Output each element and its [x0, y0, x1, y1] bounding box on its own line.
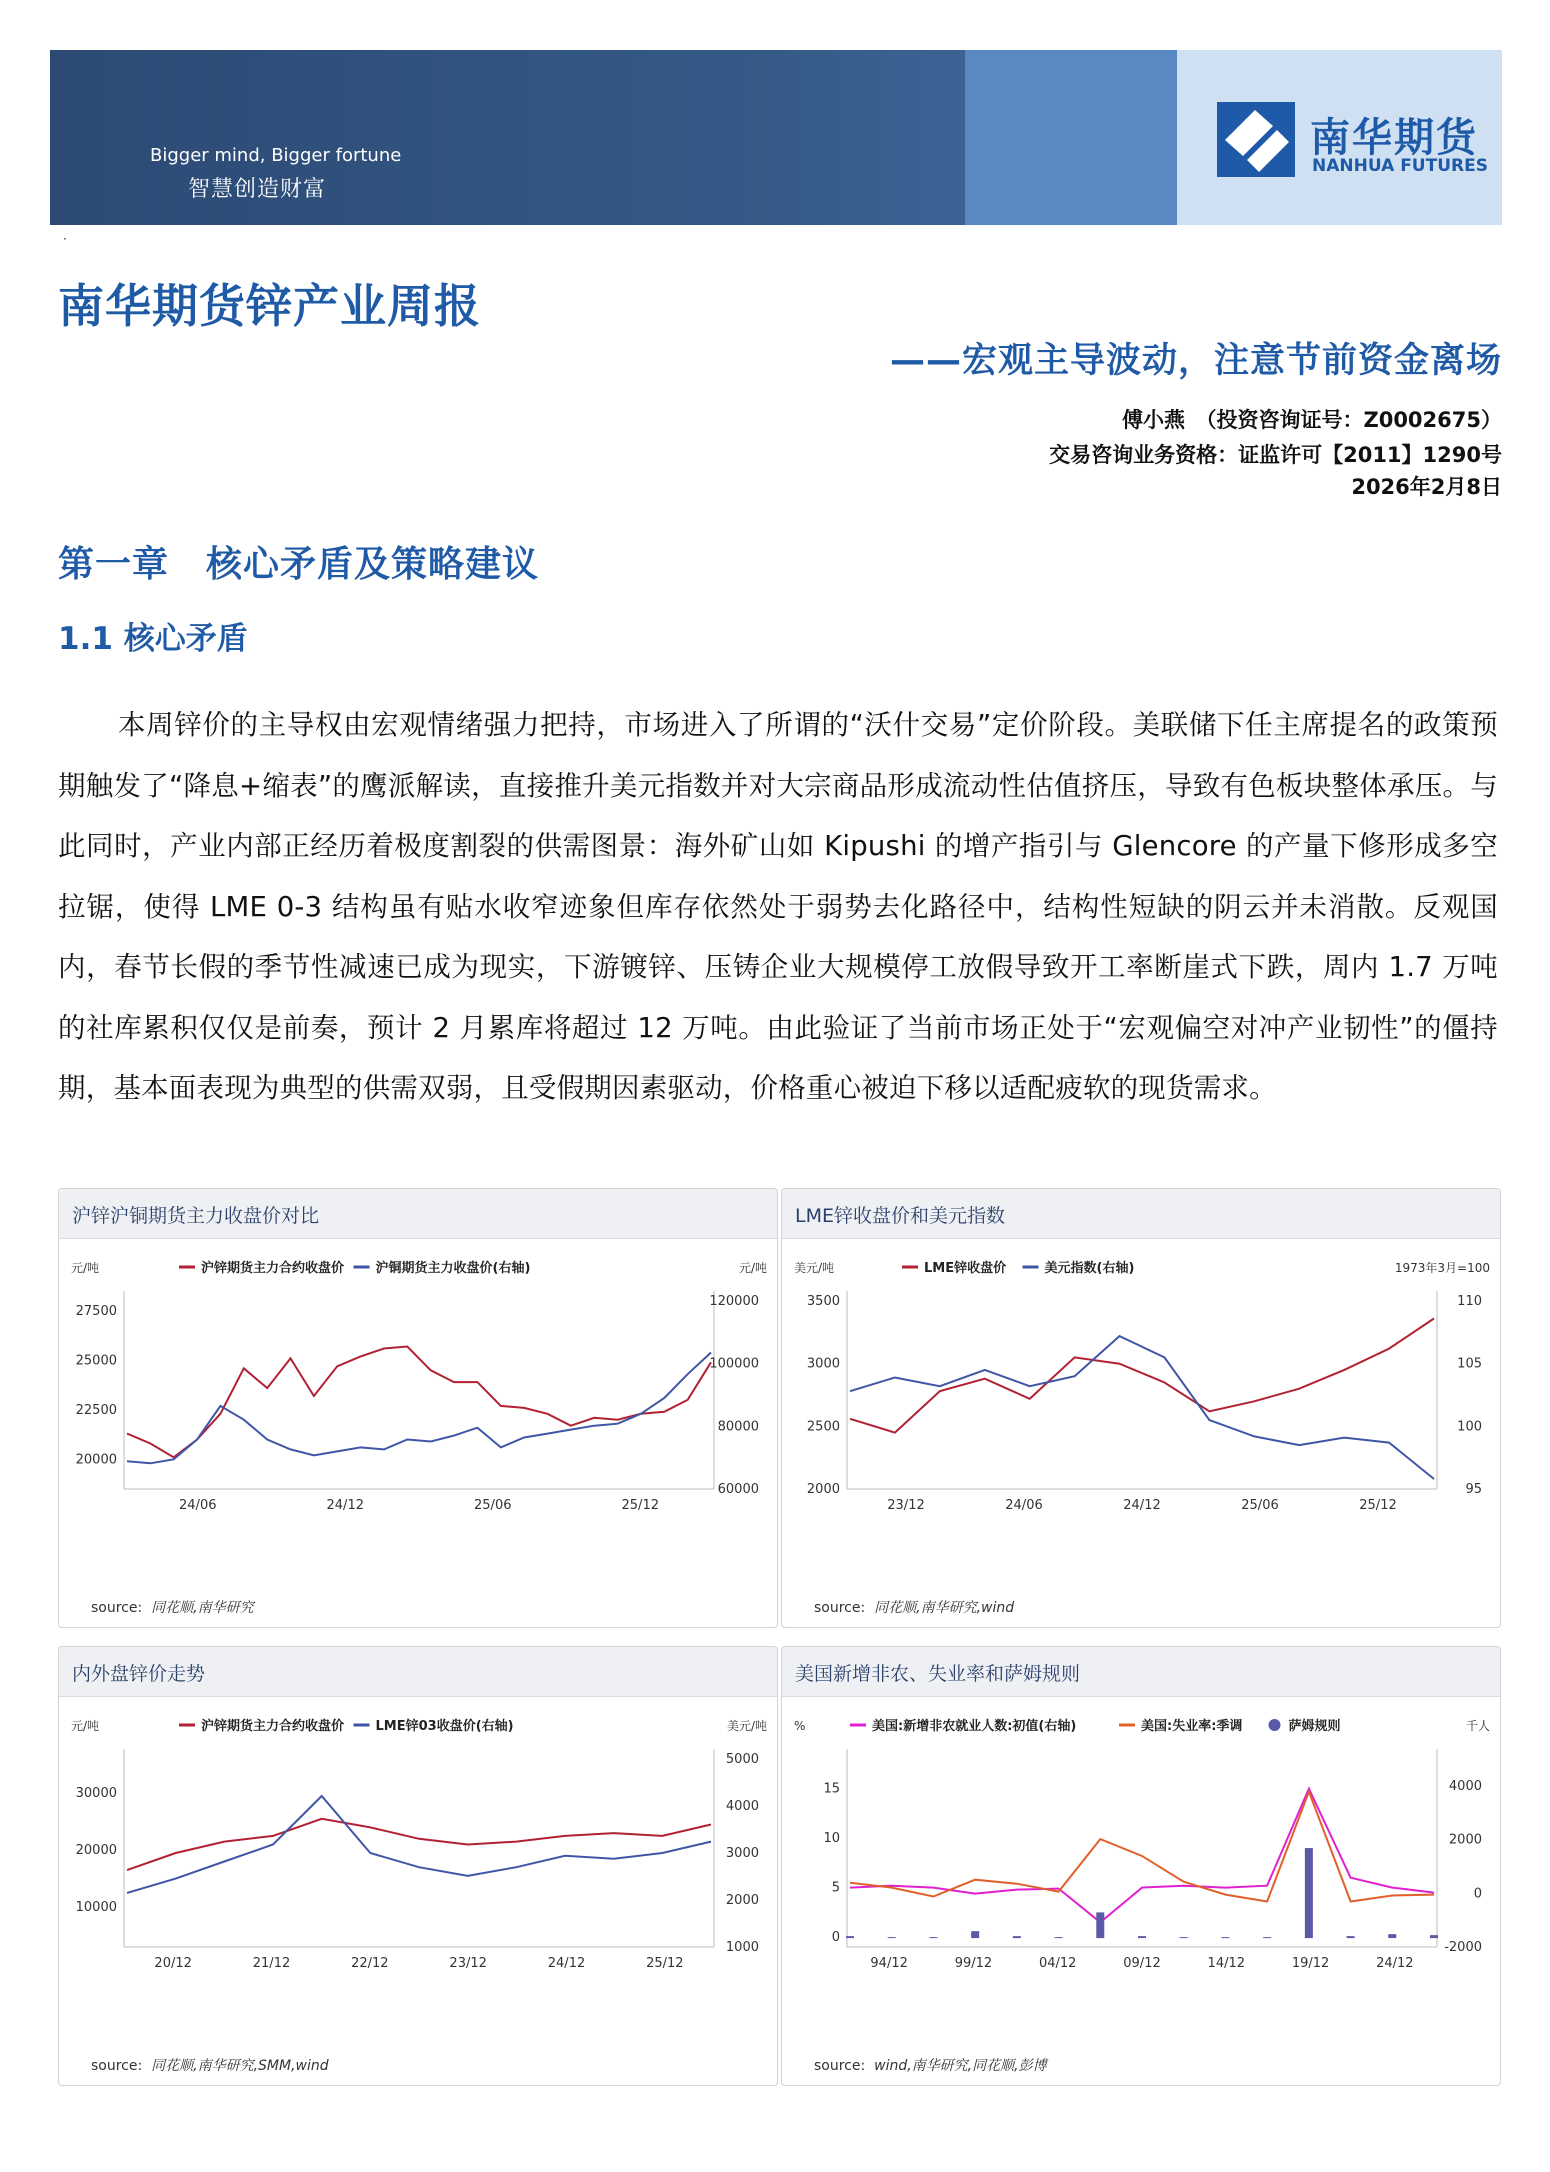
sahm-bar — [1055, 1937, 1063, 1938]
y-tick-left: 27500 — [75, 1303, 117, 1319]
chart-panel-1 — [58, 1188, 778, 1628]
tagline-en: Bigger mind, Bigger fortune — [150, 145, 402, 166]
legend-label: 沪铜期货主力收盘价(右轴) — [375, 1261, 531, 1276]
source-text: wind,南华研究,同花顺,彭博 — [874, 2058, 1047, 2074]
right-unit-label: 美元/吨 — [726, 1719, 767, 1733]
y-tick-left: 15 — [823, 1781, 840, 1797]
legend-label: 沪锌期货主力合约收盘价 — [201, 1719, 345, 1734]
y-tick-left: 20000 — [75, 1843, 117, 1859]
x-tick-label: 24/12 — [547, 1956, 586, 1971]
sahm-bar — [1138, 1936, 1146, 1938]
chart-title: 沪锌沪铜期货主力收盘价对比 — [72, 1205, 320, 1227]
y-tick-left: 10000 — [75, 1900, 117, 1916]
chart-source — [91, 1597, 254, 1617]
chart-title: 内外盘锌价走势 — [72, 1663, 206, 1685]
chart-source — [814, 1597, 1014, 1617]
y-tick-right: 80000 — [717, 1419, 759, 1435]
license-line: 交易咨询业务资格：证监许可【2011】1290号 — [1049, 443, 1502, 467]
chart-panel-3 — [58, 1646, 778, 2086]
sahm-bar — [1305, 1848, 1313, 1938]
x-tick-label: 22/12 — [351, 1956, 389, 1971]
report-date: 2026年2月8日 — [1351, 475, 1502, 499]
banner-stripe — [965, 50, 1177, 225]
tagline-cn: 智慧创造财富 — [188, 177, 327, 202]
body-paragraph: 本周锌价的主导权由宏观情绪强力把持，市场进入了所谓的“沃什交易”定价阶段。美联储下任主席提名的政策预期触发了“降息+缩表”的鹰派解读，直接推升美元指数并对大宗商品形成流动性估值挤压，导致有色板块整体承压。与此同时，产业内部正经历着极度割裂的供需图景：海外矿山如 Kipushi 的增产指引与 Glencore 的产量下修形成多空拉锯，使得 LME 0-3 结构虽有贴水收窄迹象但库存依然处于弱势去化路径中，结构性短缺的阴云并未消散。反观国内，春节长假的季节性减速已成为现实，下游镀锌、压铸企业大规模停工放假导致开工率断崖式下跌，周内 1.7 万吨的社库累积仅仅是前奏，预计 2 月累库将超过 12 万吨。由此验证了当前市场正处于“宏观偏空对冲产业韧性”的僵持期，基本面表现为典型的供需双弱，且受假期因素驱动，价格重心被迫下移以适配疲软的现货需求。 — [58, 709, 1498, 1104]
x-tick-label: 04/12 — [1038, 1956, 1077, 1971]
sahm-bar — [1388, 1934, 1396, 1938]
x-tick-label: 23/12 — [449, 1956, 487, 1971]
series-line — [850, 1319, 1434, 1433]
left-unit-label: 元/吨 — [71, 1719, 100, 1733]
left-unit-label: 美元/吨 — [794, 1261, 835, 1275]
y-tick-right: 100000 — [709, 1356, 759, 1372]
legend-label: 美元指数(右轴) — [1044, 1261, 1135, 1276]
y-tick-right: 3000 — [725, 1846, 759, 1861]
x-tick-label: 24/12 — [1376, 1956, 1414, 1971]
legend-label: 美国:失业率:季调 — [1141, 1719, 1243, 1734]
x-tick-label: 25/06 — [474, 1498, 512, 1513]
left-unit-label: 元/吨 — [71, 1261, 100, 1275]
x-tick-label: 14/12 — [1207, 1956, 1246, 1971]
chart-plot — [59, 1697, 777, 2037]
chart-source — [91, 2055, 329, 2075]
legend-label: 美国:新增非农就业人数:初值(右轴) — [872, 1719, 1077, 1734]
y-tick-left: 25000 — [75, 1353, 117, 1369]
y-tick-left: 2500 — [806, 1419, 840, 1435]
chart-plot — [59, 1239, 777, 1579]
chart-plot — [782, 1697, 1500, 2037]
report-title: 南华期货锌产业周报 — [58, 279, 481, 333]
sahm-bar — [971, 1931, 979, 1938]
x-tick-label: 20/12 — [154, 1956, 192, 1971]
left-unit-label: % — [794, 1719, 806, 1733]
sahm-bar — [1013, 1936, 1021, 1938]
source-label: source: — [91, 2058, 143, 2074]
chart-panel-2 — [781, 1188, 1501, 1628]
y-tick-left: 5 — [831, 1880, 840, 1896]
y-tick-right: -2000 — [1444, 1940, 1482, 1955]
series-line — [850, 1792, 1434, 1902]
y-tick-left: 30000 — [75, 1786, 117, 1802]
x-tick-label: 23/12 — [887, 1498, 925, 1513]
series-line — [127, 1353, 711, 1464]
legend-label: 沪锌期货主力合约收盘价 — [201, 1261, 345, 1276]
legend-label: LME锌收盘价 — [924, 1261, 1007, 1276]
author-line: 傅小燕 （投资咨询证号：Z0002675） — [1121, 408, 1502, 432]
report-subtitle: ——宏观主导波动，注意节前资金离场 — [889, 341, 1502, 381]
page-dot: · — [63, 232, 67, 246]
y-tick-right: 110 — [1457, 1294, 1482, 1309]
sahm-bar — [846, 1936, 854, 1938]
legend-swatch — [1269, 1719, 1281, 1731]
y-tick-right: 5000 — [725, 1752, 759, 1767]
chapter-heading: 第一章 核心矛盾及策略建议 — [58, 544, 540, 585]
y-tick-left: 20000 — [75, 1452, 117, 1468]
y-tick-left: 10 — [823, 1831, 840, 1847]
y-tick-left: 2000 — [806, 1482, 840, 1497]
y-tick-right: 120000 — [709, 1294, 759, 1309]
y-tick-right: 4000 — [725, 1799, 759, 1814]
chart-panel-4 — [781, 1646, 1501, 2086]
logo-text-en: NANHUA FUTURES — [1312, 156, 1488, 176]
x-tick-label: 25/06 — [1241, 1498, 1279, 1513]
source-label: source: — [814, 1600, 866, 1616]
x-tick-label: 25/12 — [646, 1956, 684, 1971]
y-tick-left: 22500 — [75, 1402, 117, 1418]
x-tick-label: 25/12 — [621, 1498, 659, 1513]
chart-plot — [782, 1239, 1500, 1579]
legend-label: LME锌03收盘价(右轴) — [375, 1719, 514, 1734]
right-unit-label: 千人 — [1465, 1719, 1490, 1733]
x-tick-label: 19/12 — [1291, 1956, 1330, 1971]
sahm-bar — [1221, 1937, 1229, 1938]
right-unit-label: 1973年3月=100 — [1394, 1261, 1490, 1275]
x-tick-label: 25/12 — [1359, 1498, 1397, 1513]
sahm-bar — [1096, 1912, 1104, 1938]
x-tick-label: 94/12 — [870, 1956, 908, 1971]
series-line — [850, 1336, 1434, 1479]
y-tick-right: 4000 — [1448, 1778, 1482, 1794]
chart-title: 美国新增非农、失业率和萨姆规则 — [795, 1663, 1081, 1685]
sahm-bar — [1430, 1935, 1438, 1938]
x-tick-label: 99/12 — [954, 1956, 993, 1971]
y-tick-right: 105 — [1457, 1356, 1482, 1372]
x-tick-label: 24/12 — [326, 1498, 364, 1513]
x-tick-label: 21/12 — [252, 1956, 291, 1971]
sahm-bar — [1263, 1937, 1271, 1938]
x-tick-label: 24/12 — [1123, 1498, 1161, 1513]
sahm-bar — [1180, 1937, 1188, 1938]
source-text: 同花顺,南华研究 — [151, 1600, 254, 1616]
source-text: 同花顺,南华研究,SMM,wind — [151, 2058, 329, 2074]
section-heading: 1.1 核心矛盾 — [58, 621, 248, 657]
y-tick-right: 2000 — [1448, 1832, 1482, 1848]
source-text: 同花顺,南华研究,wind — [874, 1600, 1015, 1616]
y-tick-right: 95 — [1465, 1482, 1482, 1497]
y-tick-left: 0 — [831, 1930, 840, 1946]
x-tick-label: 24/06 — [179, 1498, 217, 1513]
y-tick-right: 0 — [1473, 1886, 1482, 1902]
y-tick-right: 2000 — [725, 1893, 759, 1908]
sahm-bar — [929, 1937, 937, 1938]
sahm-bar — [888, 1937, 896, 1938]
series-line — [127, 1819, 711, 1870]
right-unit-label: 元/吨 — [738, 1261, 767, 1275]
x-tick-label: 09/12 — [1123, 1956, 1161, 1971]
y-tick-left: 3000 — [806, 1356, 840, 1372]
nanhua-logo-icon — [1217, 102, 1297, 177]
sahm-bar — [1347, 1936, 1355, 1938]
logo-text-cn: 南华期货 — [1310, 115, 1478, 161]
source-label: source: — [814, 2058, 866, 2074]
y-tick-right: 100 — [1457, 1419, 1482, 1435]
y-tick-left: 3500 — [806, 1294, 840, 1309]
legend-label: 萨姆规则 — [1288, 1719, 1341, 1734]
source-label: source: — [91, 1600, 143, 1616]
chart-source — [814, 2055, 1047, 2075]
chart-title: LME锌收盘价和美元指数 — [795, 1205, 1005, 1227]
y-tick-right: 1000 — [725, 1940, 759, 1955]
x-tick-label: 24/06 — [1005, 1498, 1043, 1513]
y-tick-right: 60000 — [717, 1482, 759, 1497]
